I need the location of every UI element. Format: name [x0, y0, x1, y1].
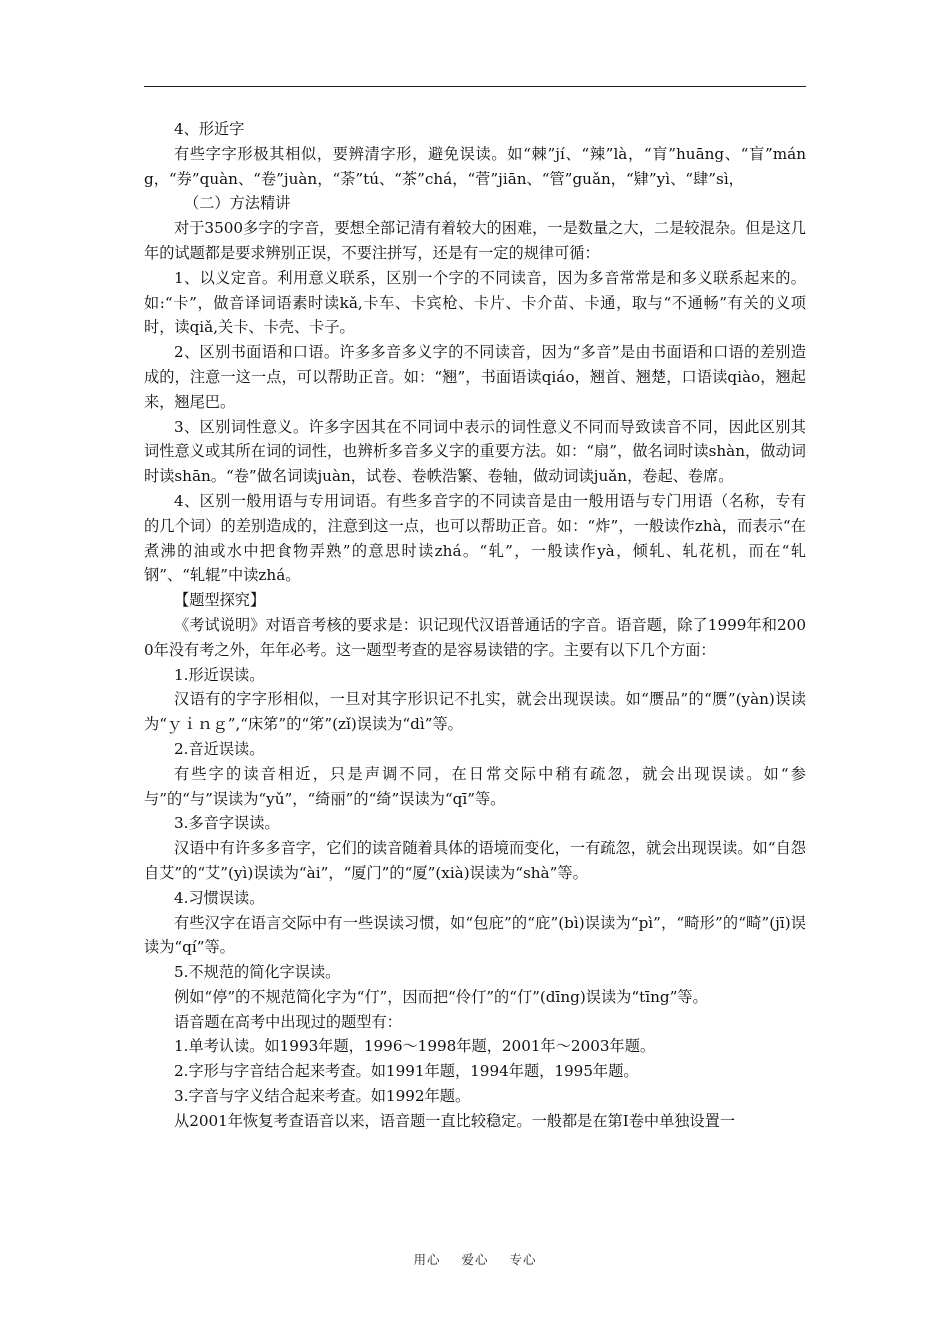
paragraph: 4、区别一般用语与专用词语。有些多音字的不同读音是由一般用语与专门用语（名称，专有的几个词）的差别造成的，注意到这一点，也可以帮助正音。如：“炸”，一般读作zhà，而表示“在煮沸的油或水中把食物弄熟”的意思时读zhá。“轧”，一般读作yà，倾轧、轧花机，而在“轧钢”、“轧辊”中读zhá。 [144, 491, 806, 585]
paragraph: 1、以义定音。利用意义联系，区别一个字的不同读音，因为多音常常是和多义联系起来的。如:“卡”，做音译词语素时读kǎ,卡车、卡宾枪、卡片、卡介苗、卡通，取与“不通畅”有关的义项时，读qiǎ,关卡、卡壳、卡子。 [144, 268, 806, 337]
footer-text: 用心 [413, 1252, 441, 1267]
document-body [144, 117, 806, 1134]
paragraph: 对于3500多字的字音，要想全部记清有着较大的困难，一是数量之大，二是较混杂。但是这几年的试题都是要求辨别正误，不要注拼写，还是有一定的规律可循： [144, 219, 806, 262]
paragraph: 【题型探究】 [174, 591, 266, 610]
paragraph: 汉语中有许多多音字，它们的读音随着具体的语境而变化，一有疏忽，就会出现误读。如“自怨自艾”的“艾”(yì)误读为“ài”，“厦门”的“厦”(xià)误读为“shà”等。 [144, 839, 806, 882]
paragraph: 有些字的读音相近，只是声调不同，在日常交际中稍有疏忽，就会出现误读。如“参与”的“与”误读为“yǔ”，“绮丽”的“绮”误读为“qī”等。 [144, 764, 806, 808]
paragraph: 1.单考认读。如1993年题，1996～1998年题，2001年～2003年题。 [174, 1037, 656, 1056]
paragraph: 3.字音与字义结合起来考查。如1992年题。 [174, 1087, 471, 1106]
paragraph: （二）方法精讲 [184, 194, 291, 213]
paragraph: 有些汉字在语言交际中有一些误读习惯，如“包庇”的“庇”(bì)误读为“pì”，“畸形”的“畸”(jī)误读为“qí”等。 [144, 913, 806, 957]
paragraph: 3.多音字误读。 [174, 814, 280, 833]
paragraph: 2.音近误读。 [174, 739, 265, 758]
paragraph: 汉语有的字字形相似，一旦对其字形识记不扎实，就会出现误读。如“赝品”的“赝”(yàn)误读为“ｙｉｎｇ”,“床笫”的“笫”(zǐ)误读为“dì”等。 [144, 690, 806, 734]
paragraph: 4、形近字 [174, 120, 245, 138]
paragraph: 1.形近误读。 [174, 665, 265, 684]
paragraph: 从2001年恢复考查语音以来，语音题一直比较稳定。一般都是在第Ⅰ卷中单独设置一 [174, 1111, 736, 1130]
paragraph: 4.习惯误读。 [174, 888, 265, 907]
paragraph: 2、区别书面语和口语。许多多音多义字的不同读音，因为“多音”是由书面语和口语的差别造成的，注意一这一点，可以帮助正音。如：“翘”，书面语读qiáo，翘首、翘楚，口语读qiào，翘起来，翘尾巴。 [144, 343, 806, 411]
paragraph: 有些字字形极其相似，要辨清字形，避免误读。如“棘”jí、“辣”là，“肓”huāng、“盲”máng，“券”quàn、“卷”juàn，“荼”tú、“茶”chá，“菅”jiān、“管”guǎn，“肄”yì、“肆”sì， [144, 144, 806, 188]
paragraph: 3、区别词性意义。许多字因其在不同词中表示的词性意义不同而导致读音不同，因此区别其词性意义或其所在词的词性，也辨析多音多义字的重要方法。如：“扇”，做名词时读shàn，做动词时读shān。“卷”做名词读juàn，试卷、卷帙浩繁、卷轴，做动词读juǎn，卷起、卷席。 [144, 417, 806, 486]
paragraph: 例如“停”的不规范简化字为“仃”，因而把“伶仃”的“仃”(dīng)误读为“tīng”等。 [174, 987, 708, 1006]
footer-text: 爱心 [461, 1252, 489, 1267]
paragraph: 2.字形与字音结合起来考查。如1991年题，1994年题，1995年题。 [174, 1062, 639, 1081]
footer-text: 专心 [509, 1252, 537, 1267]
paragraph: 语音题在高考中出现过的题型有： [174, 1012, 402, 1031]
paragraph: 5.不规范的简化字误读。 [174, 963, 341, 982]
header-rule [144, 86, 806, 87]
paragraph: 《考试说明》对语音考核的要求是：识记现代汉语普通话的字音。语音题，除了1999年和2000年没有考之外，年年必考。这一题型考查的是容易读错的字。主要有以下几个方面： [144, 615, 806, 659]
page-footer [0, 1250, 950, 1268]
